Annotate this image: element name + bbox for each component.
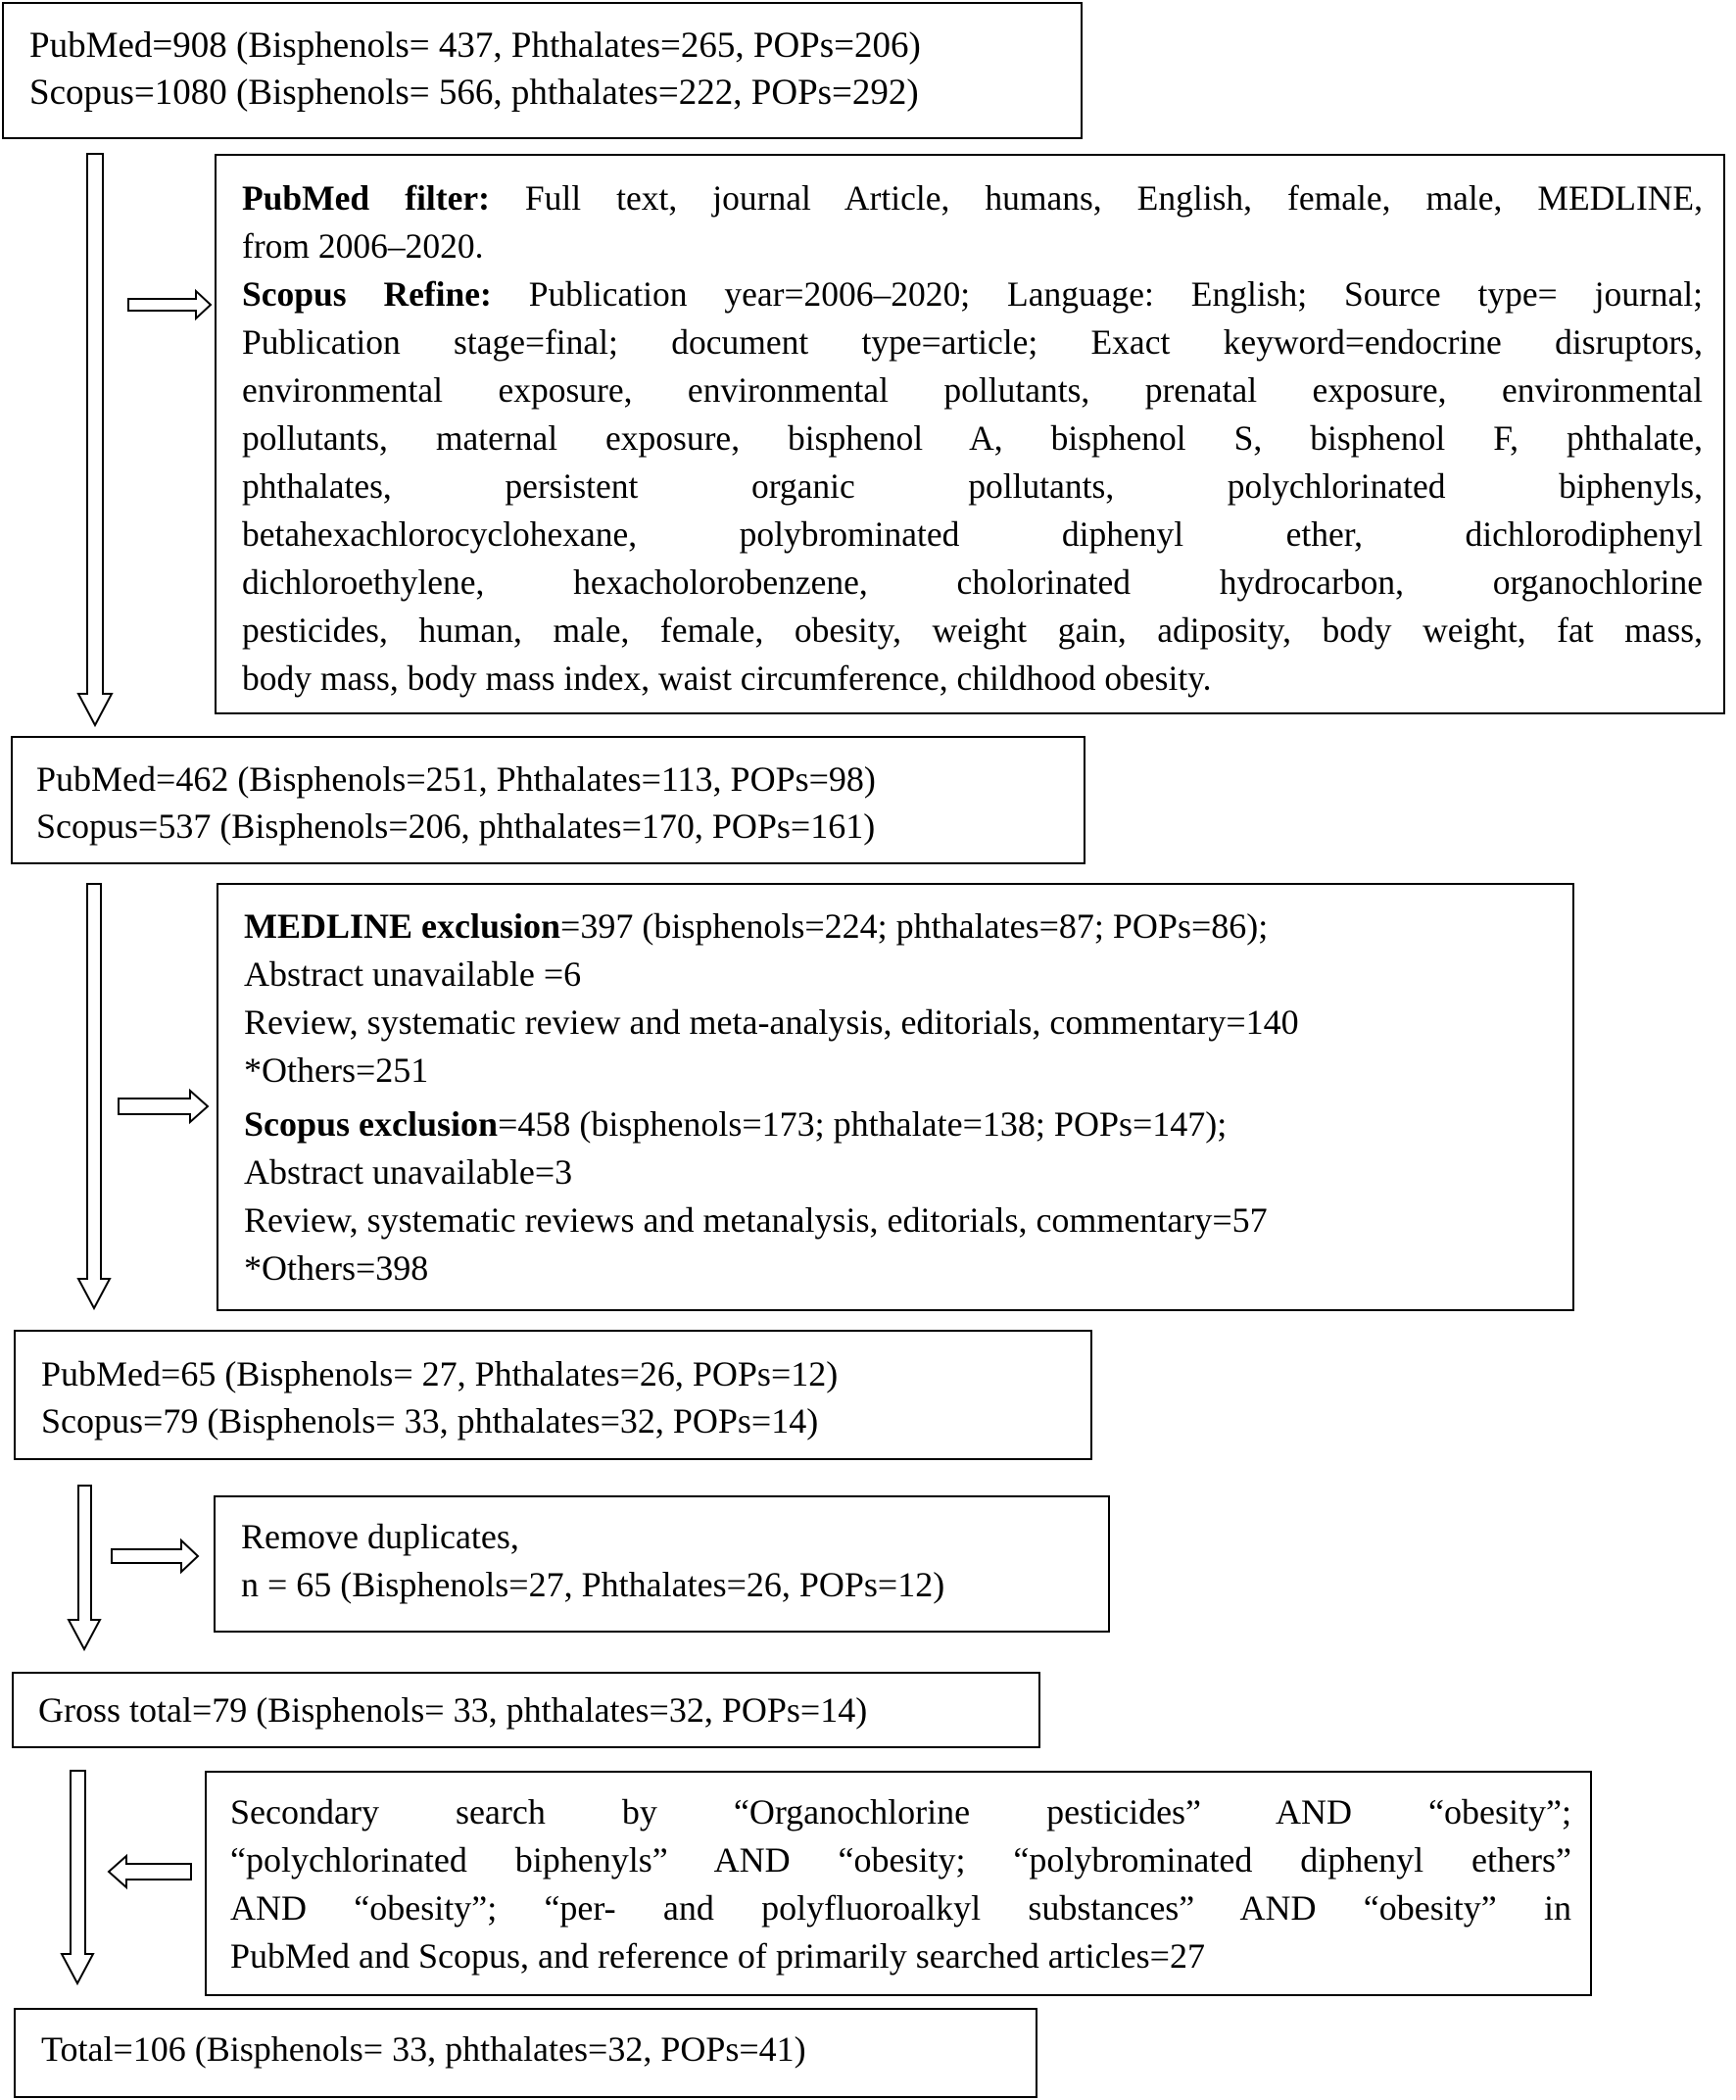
gross-total-box bbox=[12, 1672, 1040, 1748]
scopus-exclusion: Scopus exclusion=458 (bisphenols=173; phthalate=138; POPs=147); bbox=[244, 1104, 1228, 1144]
secondary-search-text: Secondary search by “Organochlorine pesticides” AND “obesity”; “polychlorinated biphenyls” AND “obesity; “polybrominated diphenyl ethers” AND “obesity”; “per- and polyfluoroalkyl substances” AND “obesity” in PubMed and Scopus, and reference of primarily searched articles=27 bbox=[230, 1792, 1571, 1976]
scopus-others: *Others=398 bbox=[244, 1248, 429, 1288]
filtered-results-box bbox=[11, 736, 1085, 864]
scopus-refine-label: Scopus Refine: bbox=[242, 274, 492, 314]
pubmed-filter-label: PubMed filter: bbox=[242, 178, 490, 218]
filter-box bbox=[215, 154, 1725, 714]
right-arrow-1 bbox=[128, 291, 211, 318]
screened-results-box bbox=[14, 1330, 1092, 1460]
remove-duplicates-count: n = 65 (Bisphenols=27, Phthalates=26, POPs=12) bbox=[241, 1565, 945, 1604]
total-count: Total=106 (Bisphenols= 33, phthalates=32, POPs=41) bbox=[41, 2029, 806, 2069]
medline-review-exclusion: Review, systematic review and meta-analysis, editorials, commentary=140 bbox=[244, 1002, 1299, 1042]
right-arrow-2 bbox=[119, 1091, 208, 1122]
filter-text: PubMed filter: Full text, journal Article, humans, English, female, male, MEDLINE, from 2006–2020. Scopus Refine: Publication year=2006–2020; Language: English; Source type= journal; Publication stage=final; document type=article; Exact keyword=endocrine disruptors, environmental exposure, environmental pollutants, prenatal exposure, environmental pollutants, maternal exposure, bisphenol A, bisphenol S, bisphenol F, phthalate, phthalates, persistent organic pollutants, polychlorinated biphenyls, betahexachlorocyclohexane, polybrominated diphenyl ether, dichlorodiphenyl dichloroethylene, hexacholorobenzene, cholorinated hydrocarbon, organochlorine pesticides, human, male, female, obesity, weight gain, adiposity, body weight, fat mass, body mass, body mass index, waist circumference, childhood obesity. bbox=[242, 178, 1703, 698]
total-box bbox=[14, 2008, 1037, 2098]
initial-pubmed-count: PubMed=908 (Bisphenols= 437, Phthalates=265, POPs=206) bbox=[29, 25, 921, 66]
scopus-review-exclusion: Review, systematic reviews and metanalysis, editorials, commentary=57 bbox=[244, 1200, 1268, 1240]
medline-exclusion: MEDLINE exclusion=397 (bisphenols=224; phthalates=87; POPs=86); bbox=[244, 906, 1269, 946]
remove-duplicates-label: Remove duplicates, bbox=[241, 1517, 519, 1556]
down-arrow-2 bbox=[78, 884, 110, 1308]
down-arrow-4 bbox=[62, 1771, 93, 1983]
medline-others: *Others=251 bbox=[244, 1050, 429, 1090]
filtered-scopus-count: Scopus=537 (Bisphenols=206, phthalates=170, POPs=161) bbox=[36, 806, 876, 846]
down-arrow-1 bbox=[78, 154, 112, 725]
screened-scopus-count: Scopus=79 (Bisphenols= 33, phthalates=32, POPs=14) bbox=[41, 1401, 819, 1441]
screened-pubmed-count: PubMed=65 (Bisphenols= 27, Phthalates=26, POPs=12) bbox=[41, 1354, 839, 1393]
initial-scopus-count: Scopus=1080 (Bisphenols= 566, phthalates=222, POPs=292) bbox=[29, 73, 919, 113]
medline-abstract-unavailable: Abstract unavailable =6 bbox=[244, 954, 582, 994]
right-arrow-3 bbox=[112, 1540, 198, 1572]
left-arrow bbox=[109, 1856, 191, 1887]
down-arrow-3 bbox=[69, 1486, 100, 1649]
initial-search-box bbox=[2, 2, 1083, 139]
remove-duplicates-box bbox=[214, 1495, 1110, 1633]
gross-total-count: Gross total=79 (Bisphenols= 33, phthalates=32, POPs=14) bbox=[38, 1690, 868, 1730]
scopus-abstract-unavailable: Abstract unavailable=3 bbox=[244, 1152, 573, 1192]
exclusion-box bbox=[217, 883, 1574, 1311]
secondary-search-box bbox=[205, 1771, 1592, 1996]
filtered-pubmed-count: PubMed=462 (Bisphenols=251, Phthalates=113, POPs=98) bbox=[36, 759, 876, 799]
